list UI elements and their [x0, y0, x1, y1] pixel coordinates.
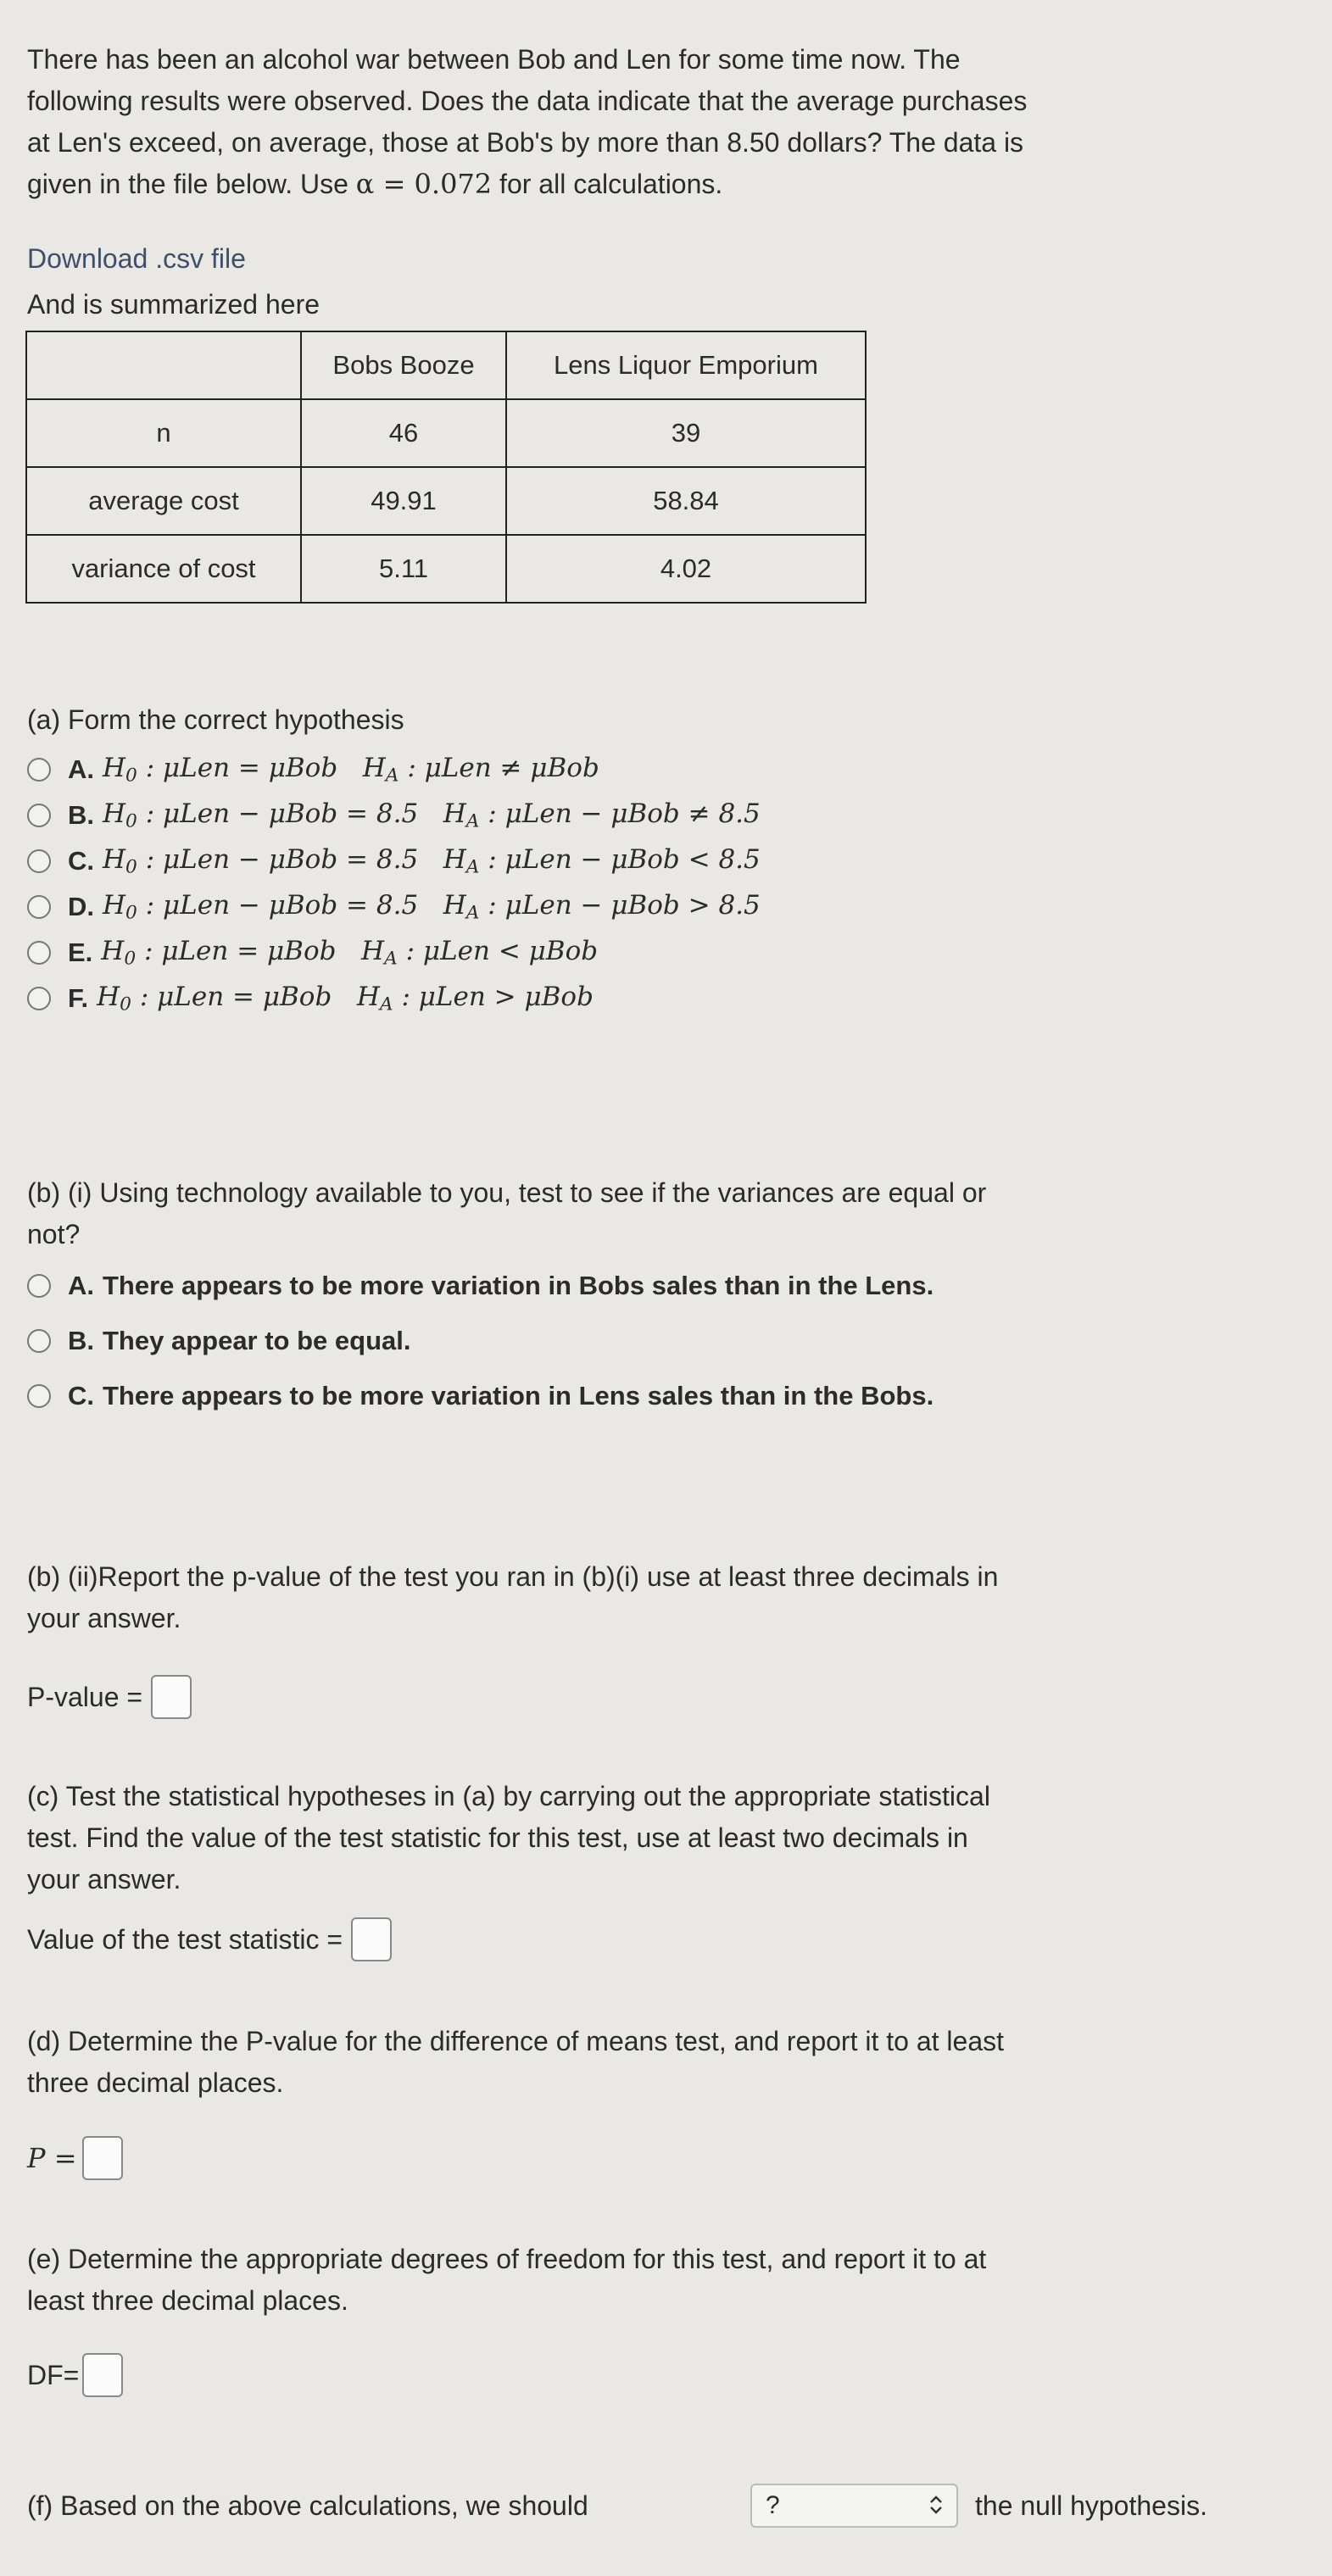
download-csv-link[interactable]: Download .csv file [27, 243, 246, 274]
prompt-line: (d) Determine the P-value for the difference of means test, and report it to at least [27, 2026, 1004, 2056]
intro-text-segment: for all calculations. [492, 169, 723, 199]
math-expression: $H_0$ : μLen − μBob = 8.5 $H_A$ : μLen − μBob ≠ 8.5 [103, 798, 761, 832]
h0-expression: μLen = μBob [161, 936, 337, 967]
option-letter: A. [68, 1271, 94, 1300]
field-label: P = [27, 2141, 77, 2174]
field-label: P-value = [27, 1681, 143, 1712]
radio-button[interactable] [27, 941, 51, 965]
part-c-prompt [27, 1776, 990, 1900]
option-letter: B. [68, 800, 94, 830]
math-expression: $H_0$ : μLen = μBob $H_A$ : μLen < μBob [101, 936, 599, 970]
pvalue-input[interactable] [151, 1675, 192, 1719]
option-a-f[interactable] [27, 977, 594, 1020]
part-f-prompt-post: the null hypothesis. [975, 2490, 1207, 2521]
part-e-prompt [27, 2239, 986, 2322]
ha-expression: μLen < μBob [422, 936, 599, 967]
radio-button[interactable] [27, 758, 51, 782]
prompt-line: (e) Determine the appropriate degrees of freedom for this test, and report it to at [27, 2244, 987, 2274]
radio-button[interactable] [27, 895, 51, 919]
prompt-line: test. Find the value of the test statistic for this test, use at least two decimals in [27, 1822, 968, 1853]
option-a-b[interactable] [27, 794, 761, 837]
table-cell: 46 [301, 399, 506, 467]
radio-button[interactable] [27, 987, 51, 1010]
row-label: n [26, 399, 301, 467]
option-letter: C. [68, 846, 94, 876]
test-statistic-input[interactable] [351, 1917, 392, 1961]
p-field-row [27, 2136, 123, 2180]
ha-expression: μLen − μBob < 8.5 [504, 844, 761, 876]
ha-expression: μLen − μBob ≠ 8.5 [504, 798, 761, 830]
field-label: DF= [27, 2359, 80, 2390]
radio-button[interactable] [27, 1274, 51, 1298]
row-label: variance of cost [26, 535, 301, 603]
field-label: Value of the test statistic = [27, 1923, 343, 1955]
intro-text-segment: given in the file below. Use [27, 169, 356, 199]
option-a-a[interactable] [27, 748, 599, 791]
alpha-expression: α = 0.072 [355, 168, 493, 200]
table-header-cell [26, 331, 301, 399]
intro-text [27, 39, 1027, 205]
part-b2-prompt [27, 1556, 998, 1639]
math-expression: $H_0$ : μLen = μBob $H_A$ : μLen > μBob [97, 982, 594, 1015]
prompt-line: (c) Test the statistical hypotheses in (a) by carrying out the appropriate statistical [27, 1781, 990, 1811]
option-text: There appears to be more variation in Bobs sales than in the Lens. [103, 1271, 934, 1300]
table-cell: 58.84 [506, 467, 866, 535]
part-f-prompt-pre: (f) Based on the above calculations, we should [27, 2490, 588, 2521]
summary-label: And is summarized here [27, 289, 320, 320]
intro-line: There has been an alcohol war between Bob and Len for some time now. The [27, 44, 961, 75]
option-b1-a[interactable] [27, 1265, 934, 1307]
pvalue-field-row [27, 1675, 192, 1719]
prompt-line: (b) (ii)Report the p-value of the test you ran in (b)(i) use at least three decimals in [27, 1561, 999, 1592]
option-text: They appear to be equal. [103, 1326, 411, 1355]
math-expression: $H_0$ : μLen = μBob $H_A$ : μLen ≠ μBob [103, 753, 599, 787]
part-a-prompt: (a) Form the correct hypothesis [27, 704, 404, 735]
prompt-line: not? [27, 1219, 81, 1249]
chevron-updown-icon [928, 2492, 945, 2523]
df-input[interactable] [82, 2353, 123, 2397]
option-text: There appears to be more variation in Lens sales than in the Bobs. [103, 1381, 934, 1410]
option-letter: E. [68, 937, 93, 967]
radio-button[interactable] [27, 1329, 51, 1353]
option-a-e[interactable] [27, 932, 598, 974]
math-expression: $H_0$ : μLen − μBob = 8.5 $H_A$ : μLen − μBob > 8.5 [103, 890, 761, 924]
table-cell: 5.11 [301, 535, 506, 603]
option-letter: A. [68, 754, 94, 784]
math-expression: $H_0$ : μLen − μBob = 8.5 $H_A$ : μLen − μBob < 8.5 [103, 844, 761, 878]
h0-expression: μLen − μBob = 8.5 [163, 890, 419, 921]
intro-line: following results were observed. Does the data indicate that the average purchases [27, 86, 1028, 116]
option-a-c[interactable] [27, 840, 761, 882]
table-header-row [26, 331, 866, 399]
h0-expression: μLen = μBob [157, 982, 332, 1013]
df-field-row [27, 2353, 123, 2397]
select-value: ? [766, 2491, 780, 2519]
prompt-line: your answer. [27, 1864, 181, 1894]
radio-button[interactable] [27, 1384, 51, 1408]
option-letter: B. [68, 1326, 94, 1355]
table-cell: 4.02 [506, 535, 866, 603]
option-a-d[interactable] [27, 886, 761, 928]
option-b1-c[interactable] [27, 1375, 934, 1417]
intro-line [27, 164, 1027, 205]
part-b1-prompt [27, 1172, 986, 1255]
test-statistic-field-row [27, 1917, 392, 1961]
option-letter: C. [68, 1381, 94, 1410]
table-row [26, 399, 866, 467]
p-input[interactable] [82, 2136, 123, 2180]
option-b1-b[interactable] [27, 1320, 410, 1362]
row-label: average cost [26, 467, 301, 535]
radio-button[interactable] [27, 804, 51, 827]
option-letter: F. [68, 983, 89, 1013]
ha-expression: μLen ≠ μBob [424, 753, 599, 784]
summary-table [25, 331, 867, 604]
h0-expression: μLen − μBob = 8.5 [163, 798, 419, 830]
ha-expression: μLen − μBob > 8.5 [504, 890, 761, 921]
prompt-line: your answer. [27, 1603, 181, 1633]
prompt-line: (b) (i) Using technology available to you, test to see if the variances are equal or [27, 1177, 987, 1208]
decision-select[interactable] [750, 2484, 958, 2528]
table-row [26, 467, 866, 535]
part-d-prompt [27, 2021, 1004, 2104]
table-cell: 49.91 [301, 467, 506, 535]
option-letter: D. [68, 892, 94, 921]
table-row [26, 535, 866, 603]
h0-expression: μLen = μBob [163, 753, 338, 784]
table-cell: 39 [506, 399, 866, 467]
prompt-line: three decimal places. [27, 2067, 284, 2098]
table-header-cell: Lens Liquor Emporium [506, 331, 866, 399]
radio-button[interactable] [27, 849, 51, 873]
table-header-cell: Bobs Booze [301, 331, 506, 399]
h0-expression: μLen − μBob = 8.5 [163, 844, 419, 876]
prompt-line: least three decimal places. [27, 2285, 348, 2316]
intro-line: at Len's exceed, on average, those at Bob's by more than 8.50 dollars? The data is [27, 127, 1024, 158]
ha-expression: μLen > μBob [418, 982, 594, 1013]
